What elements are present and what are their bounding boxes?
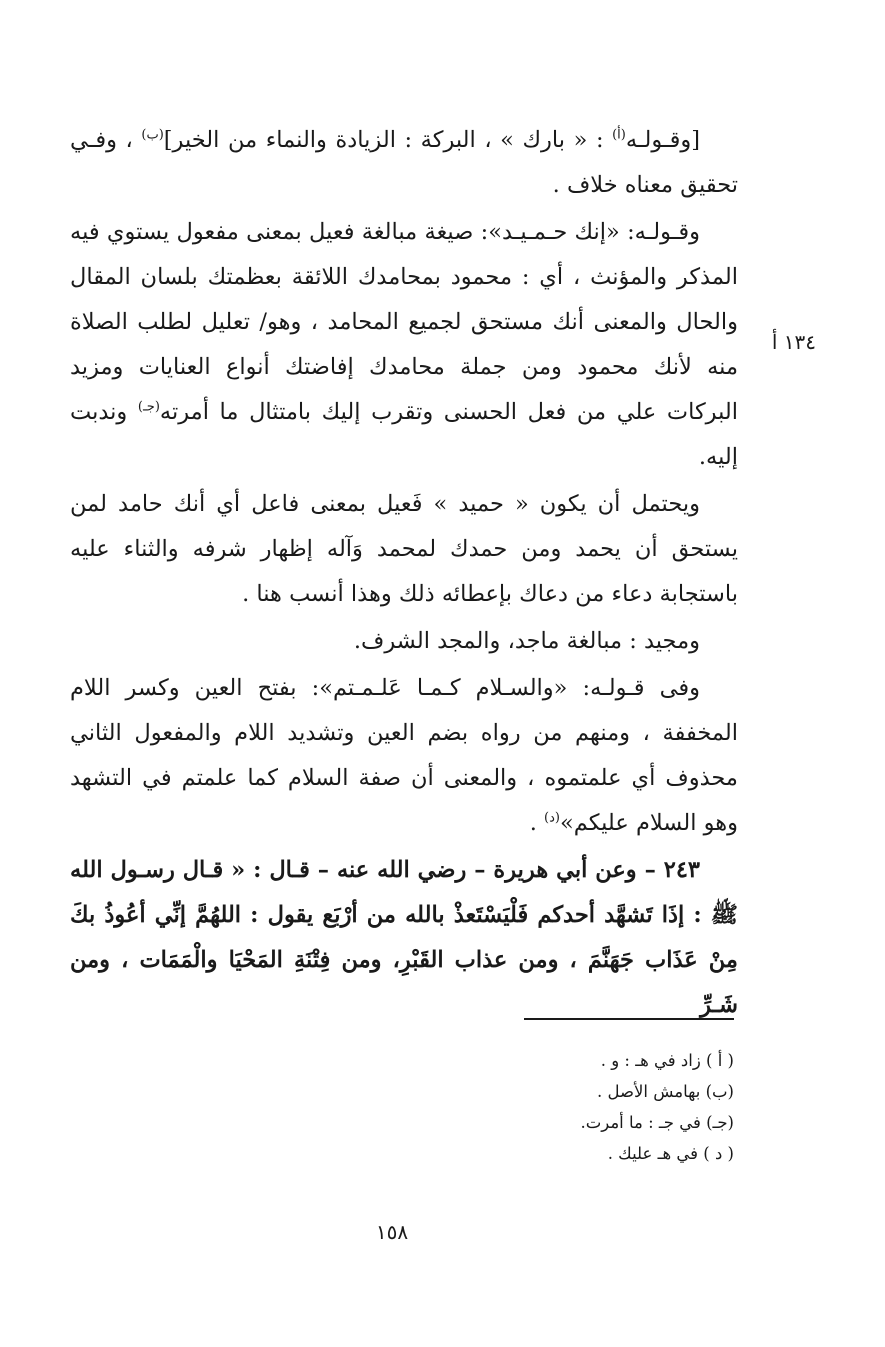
footnote: ( أ ) زاد في هـ : و . [600, 1051, 734, 1070]
main-text [70, 118, 738, 1030]
page-number: ١٥٨ [375, 1220, 409, 1244]
footnote: ( د ) في هـ عليك . [607, 1144, 734, 1163]
paragraph-text: ومجيد : مبالغة ماجد، والمجد الشرف. [353, 628, 700, 654]
paragraph-text: . [529, 810, 545, 836]
paragraph-text: : « بارك » ، البركة : الزيادة والنماء من الخير] [163, 127, 613, 153]
paragraph-text: وقـولـه: «إنك حـمـيـد»: صيغة مبالغة فعيل بمعنى مفعول يستوي فيه المذكر والمؤنث ، أي : محمود بمحامدك اللائقة بعظمتك بلسان المقال والحال والمعنى أنك مستحق لجميع المحامد ، وهو/ تعليل لطلب الصلاة منه لأنك محمود ومن جملة محامدك إفاضتك أنواع العنايات ومزيد البركات علي من فعل الحسنى وتقرب إليك بامتثال ما أمرته [70, 219, 738, 425]
paragraph [70, 619, 738, 664]
paragraph-text: ٢٤٣ – وعن أبي هريرة – رضي الله عنه – قـال : « قـال رسـول الله ﷺ : إذَا تَشهَّد أحدكم فَلْيَسْتَعذْ بالله من أرْبَع يقول : اللهُمَّ إنِّي أعُوذُ بكَ مِنْ عَذَاب جَهَنَّمَ ، ومن عذاب القَبْرِ، ومن فِتْنَةِ المَحْيَا والْمَمَات ، ومن شَـرِّ [70, 857, 738, 1018]
footnotes [400, 1045, 734, 1169]
paragraph-text: ، وفـي تحقيق معناه خلاف . [70, 127, 738, 198]
paragraph-text: [وقـولـه [625, 127, 700, 153]
footnote-marker: (د) [544, 810, 560, 826]
paragraph [70, 666, 738, 846]
footnote-separator [524, 1018, 734, 1020]
footnote-marker: (جـ) [137, 399, 160, 415]
paragraph [70, 210, 738, 480]
footnote: (ب) بهامش الأصل . [597, 1082, 734, 1101]
footnote-marker: (أ) [612, 127, 626, 143]
paragraph [70, 118, 738, 208]
margin-folio-note: ١٣٤ أ [771, 330, 816, 354]
paragraph-text: وفى قـولـه: «والسـلام كـمـا عَلـمـتم»: بفتح العين وكسر اللام المخففة ، ومنهم من رواه بضم العين وتشديد اللام والمفعول الثاني محذوف أي علمتموه ، والمعنى أن صفة السلام كما علمتم في التشهد وهو السلام عليكم» [70, 675, 738, 836]
paragraph-text: وندبت إليه. [70, 399, 738, 470]
paragraph [70, 482, 738, 617]
paragraph [70, 848, 738, 1028]
footnote: (جـ) في جـ : ما أمرت. [580, 1113, 734, 1132]
footnote-marker: (ب) [141, 127, 164, 143]
paragraph-text: ويحتمل أن يكون « حميد » فَعيل بمعنى فاعل أي أنك حامد لمن يستحق أن يحمد ومن حمدك لمحمد وَآله إظهار شرفه والثناء عليه باستجابة دعاء من دعاك بإعطائه ذلك وهذا أنسب هنا . [70, 491, 738, 607]
